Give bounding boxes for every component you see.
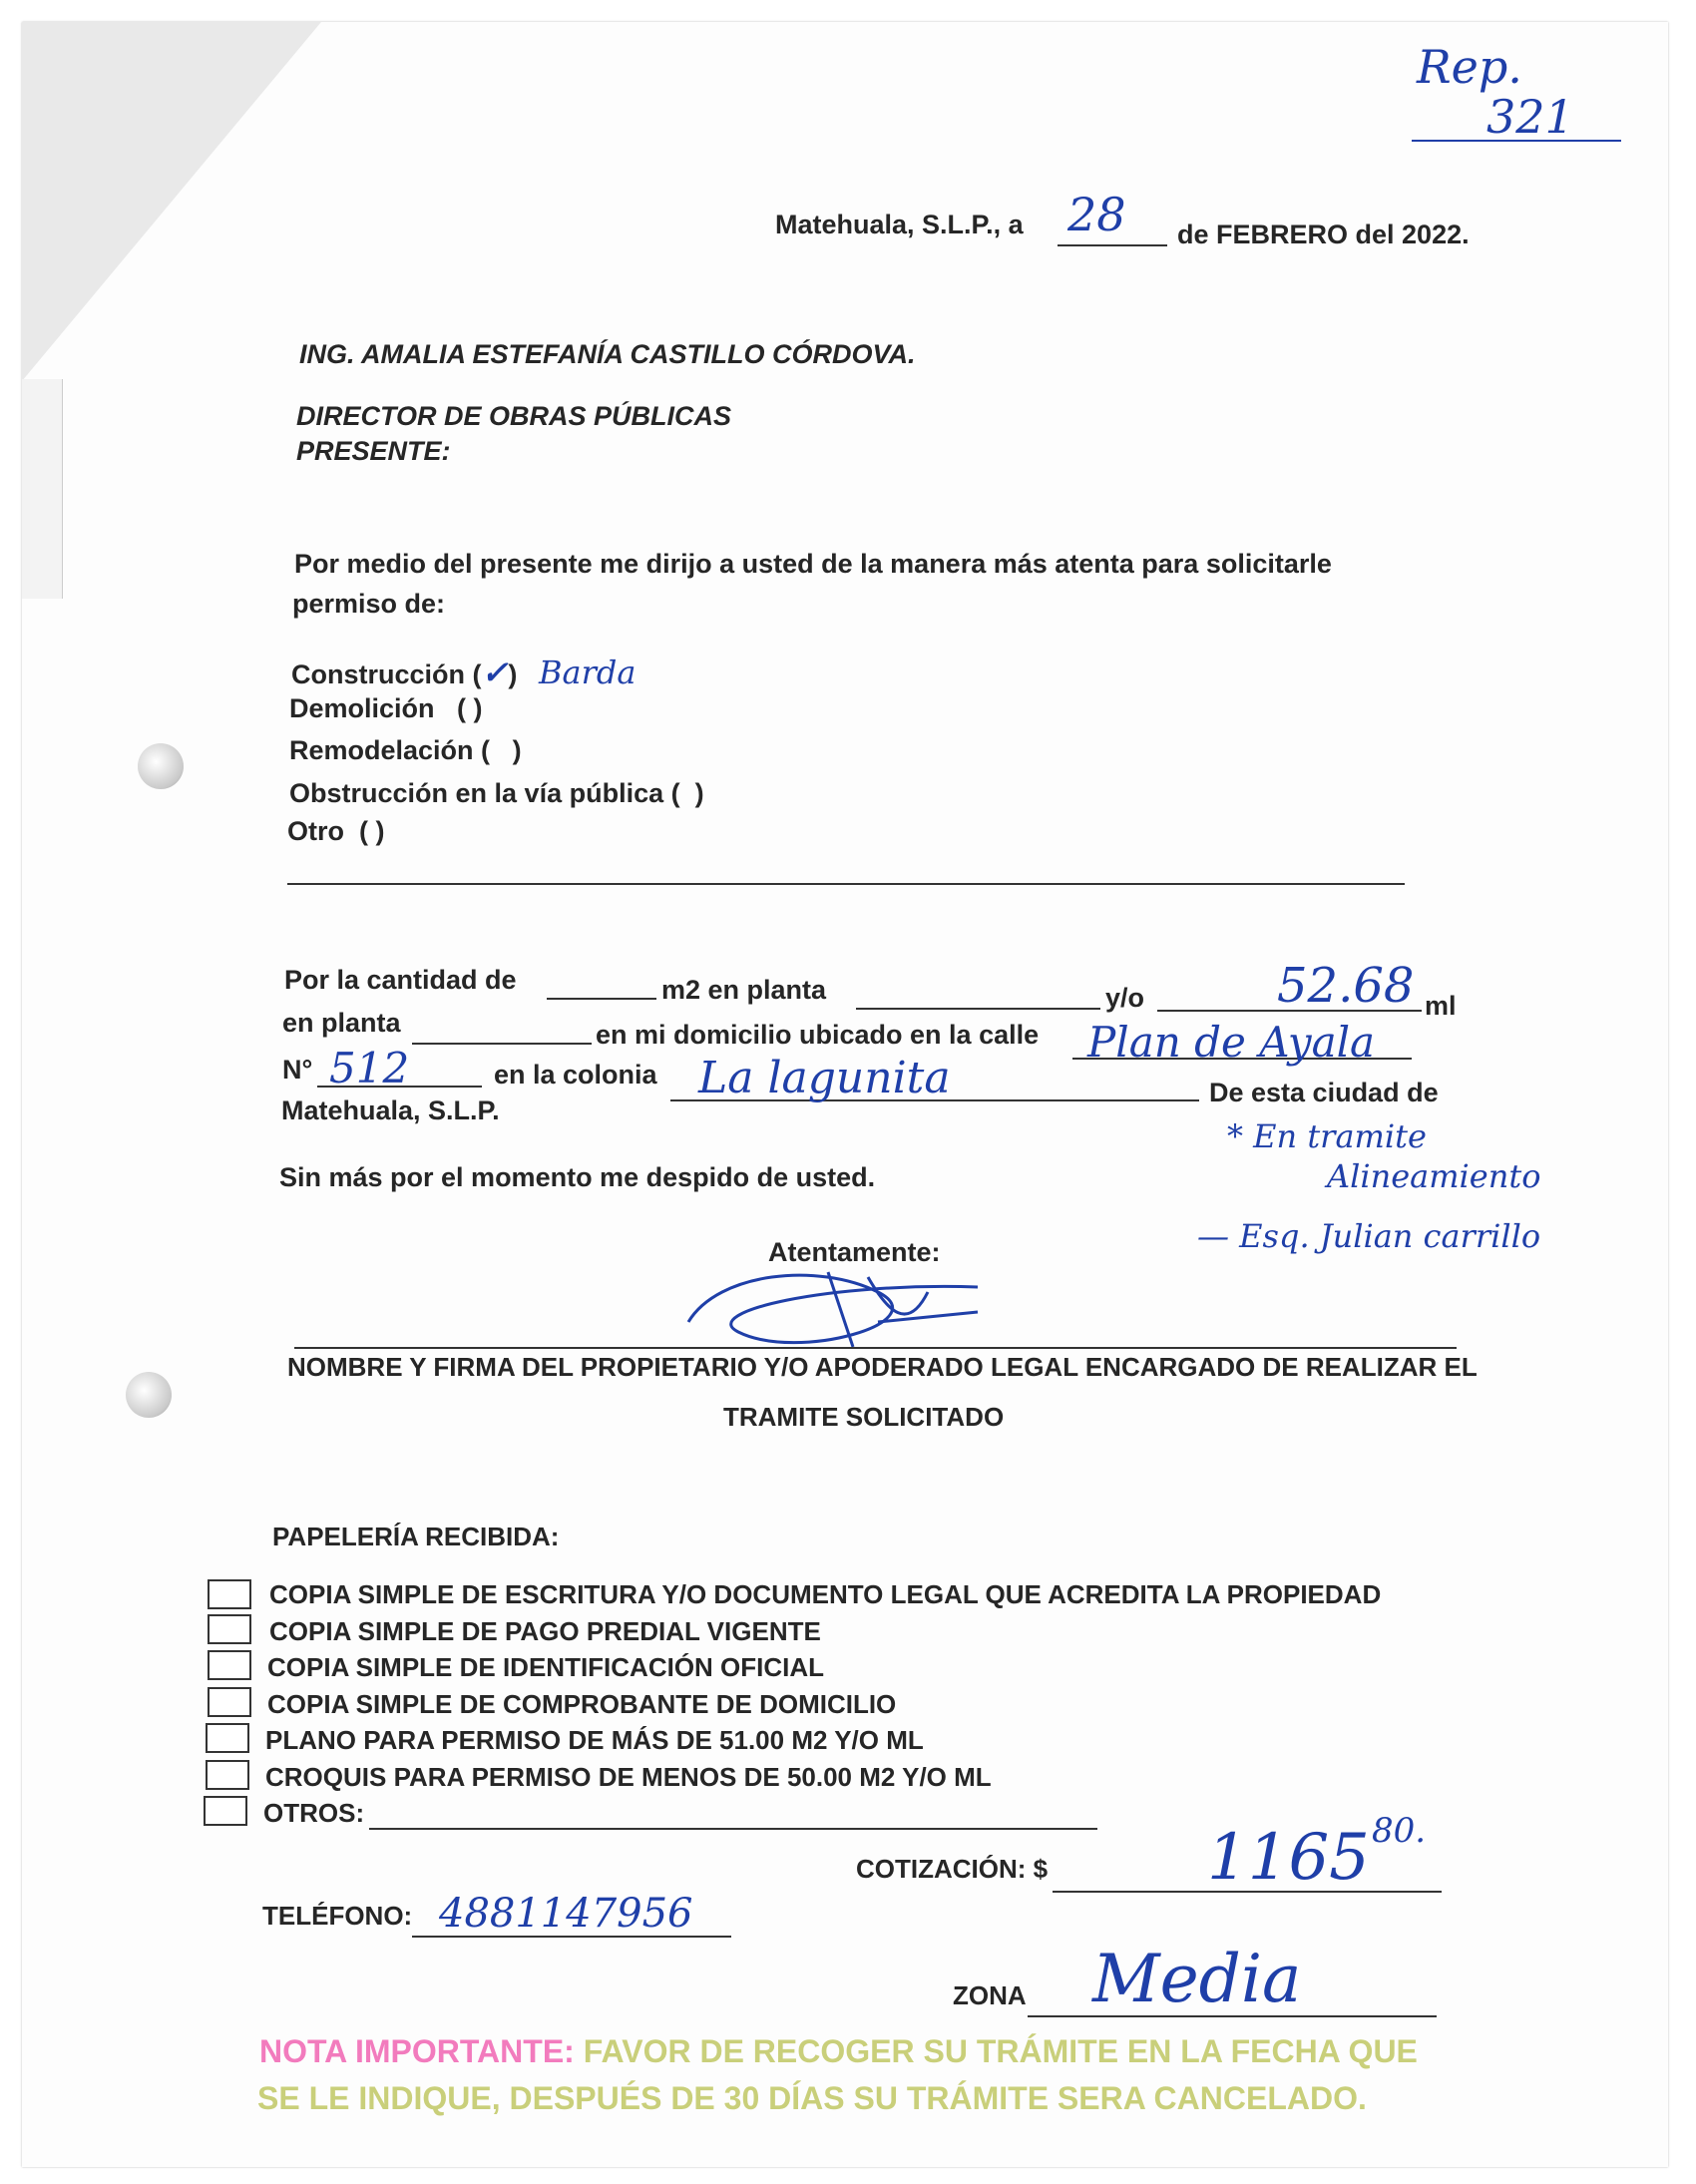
date-day: 28 [1067,188,1126,241]
paperwork-checkbox-3[interactable] [208,1650,251,1680]
signature-line [294,1347,1457,1349]
intro-line-2: permiso de: [292,589,446,619]
paperwork-item-4: COPIA SIMPLE DE COMPROBANTE DE DOMICILIO [267,1689,897,1719]
quote-cents: 80. [1372,1811,1427,1851]
number-value: 512 [329,1044,410,1092]
quantity-ml-value: 52.68 [1277,958,1415,1014]
reference-number: 321 [1486,90,1574,144]
paperwork-checkbox-6[interactable] [206,1760,249,1790]
quantity-ml-label: ml [1425,991,1457,1021]
permit-remodelacion: Remodelación ( ) [289,735,522,765]
address-planta-line [412,1043,592,1045]
paperwork-item-6: CROQUIS PARA PERMISO DE MENOS DE 50.00 M2 Y/O ML [265,1762,992,1792]
street-value: Plan de Ayala [1087,1018,1376,1067]
quantity-m2-line [547,998,656,1000]
paperwork-checkbox-2[interactable] [208,1614,251,1644]
regards-text: Atentamente: [768,1237,941,1267]
paperwork-checkbox-4[interactable] [208,1687,251,1717]
addressee-present: PRESENTE: [296,436,451,466]
paperwork-checkbox-7[interactable] [204,1796,247,1826]
punch-hole-top [138,743,184,789]
city-label: De esta ciudad de [1209,1078,1439,1107]
reference-label: Rep. [1417,40,1522,94]
permit-otro: Otro ( ) [287,816,385,846]
date-day-line [1058,244,1167,246]
paperwork-item-5: PLANO PARA PERMISO DE MÁS DE 51.00 M2 Y/O ML [265,1725,924,1755]
paperwork-item-1: COPIA SIMPLE DE ESCRITURA Y/O DOCUMENTO LEGAL QUE ACREDITA LA PROPIEDAD [269,1579,1382,1609]
number-label: N° [282,1055,313,1085]
folded-corner [22,22,321,381]
phone-label: TELÉFONO: [262,1901,413,1931]
quantity-planta-line [856,1008,1100,1010]
notice-line-1: NOTA IMPORTANTE: FAVOR DE RECOGER SU TRÁMITE EN LA FECHA QUE [259,2033,1418,2069]
handwritten-note-2: Alineamiento [1327,1157,1541,1195]
handwritten-note-3: — Esq. Julian carrillo [1197,1217,1541,1255]
phone-value: 4881147956 [439,1891,693,1937]
check-mark-icon: ✓ [481,654,509,691]
paperwork-checkbox-5[interactable] [206,1723,249,1753]
notice-lead: NOTA IMPORTANTE: [259,2033,575,2069]
intro-line-1: Por medio del presente me dirijo a usted de la manera más atenta para solicitarle [294,549,1332,579]
signature-drawing [678,1252,1008,1362]
paperwork-item-7: OTROS: [263,1798,365,1828]
paperwork-item-2: COPIA SIMPLE DE PAGO PREDIAL VIGENTE [269,1616,821,1646]
permit-construccion-note: Barda [539,654,636,691]
permit-construccion: Construcción (✓) [291,654,518,691]
handwritten-note-1: * En tramite [1227,1117,1427,1155]
quote-amount: 1165 [1207,1821,1370,1895]
reference-underline [1412,140,1621,142]
paperwork-title: PAPELERÍA RECIBIDA: [272,1522,560,1551]
zone-value: Media [1092,1941,1302,2017]
street-label: en mi domicilio ubicado en la calle [596,1020,1040,1050]
signature-caption-1: NOMBRE Y FIRMA DEL PROPIETARIO Y/O APODERADO LEGAL ENCARGADO DE REALIZAR EL [287,1352,1478,1382]
punch-hole-bottom [126,1372,172,1418]
date-month-year: de FEBRERO del 2022. [1177,219,1470,249]
addressee-title: DIRECTOR DE OBRAS PÚBLICAS [296,401,732,431]
colonia-label: en la colonia [494,1060,657,1090]
paperwork-checkbox-1[interactable] [208,1579,251,1609]
quote-label: COTIZACIÓN: $ [856,1854,1049,1884]
address-planta-label: en planta [282,1008,401,1038]
signature-caption-2: TRAMITE SOLICITADO [723,1402,1005,1432]
zone-label: ZONA [953,1980,1027,2010]
permit-demolicion: Demolición ( ) [289,693,483,723]
city-value: Matehuala, S.L.P. [281,1095,500,1125]
date-prefix: Matehuala, S.L.P., a [775,210,1024,239]
quantity-yo: y/o [1105,983,1145,1013]
quantity-prefix: Por la cantidad de [284,965,517,995]
permit-obstruccion: Obstrucción en la vía pública ( ) [289,778,704,808]
paperwork-item-3: COPIA SIMPLE DE IDENTIFICACIÓN OFICIAL [267,1652,825,1682]
farewell-text: Sin más por el momento me despido de usted. [279,1162,876,1192]
underlying-page-edge [22,379,63,599]
addressee-name: ING. AMALIA ESTEFANÍA CASTILLO CÓRDOVA. [299,339,916,369]
colonia-value: La lagunita [698,1053,951,1103]
otro-line [287,883,1405,885]
otros-line [369,1828,1097,1830]
notice-line-2: SE LE INDIQUE, DESPUÉS DE 30 DÍAS SU TRÁMITE SERA CANCELADO. [257,2080,1367,2116]
quantity-m2-label: m2 en planta [661,975,827,1005]
